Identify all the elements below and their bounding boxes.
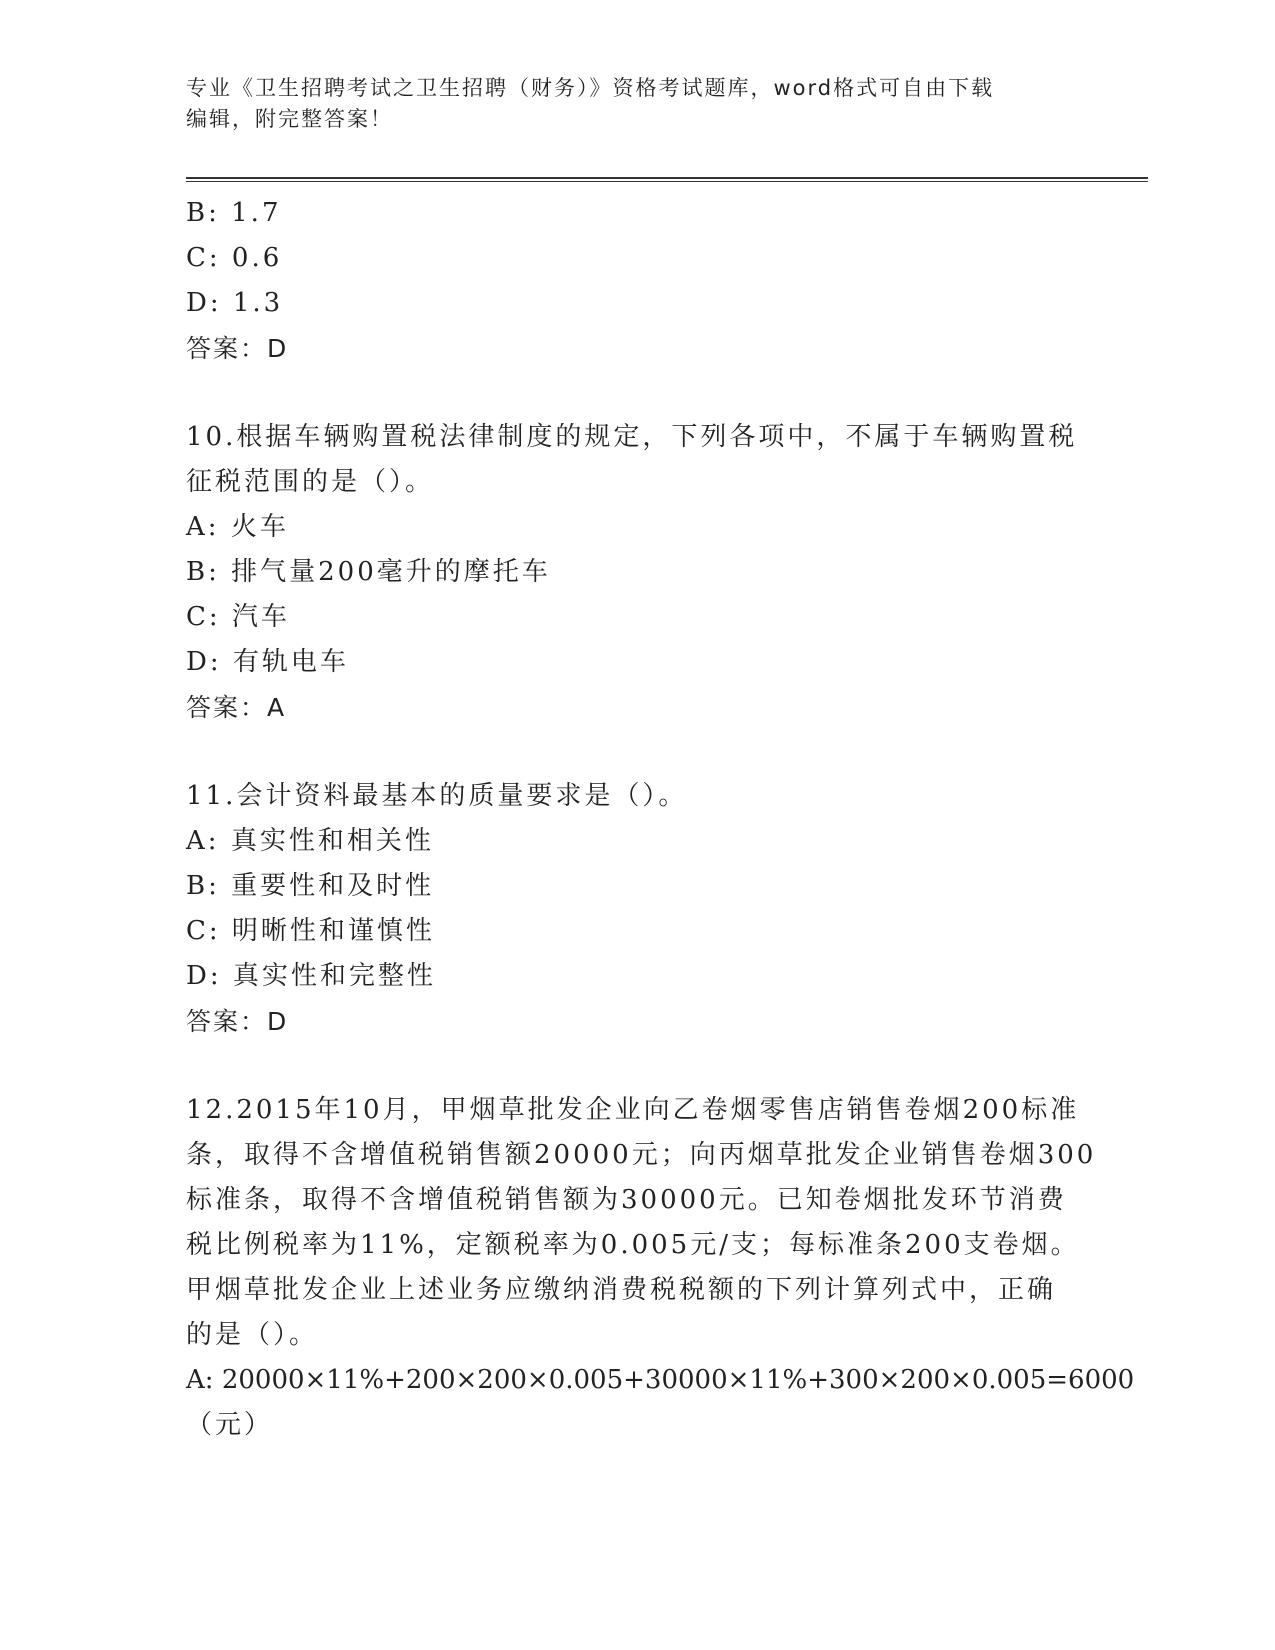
question-12 [186,1088,1135,1448]
option-b: B: 重要性和及时性 [186,871,435,901]
answer: 答案：A [186,693,287,722]
option-d: D: 真实性和完整性 [186,961,436,991]
option-a: A: 20000×11%+200×200×0.005+30000×11%+300×200×0.005=6000 [186,1365,1135,1395]
header-rule-thick [186,177,1148,179]
question-stem: 11.会计资料最基本的质量要求是（）。 [186,781,688,811]
question-stem: 的是（）。 [186,1320,319,1350]
header-rule-thin [186,181,1148,182]
option-a-continuation: （元） [186,1410,274,1440]
option-c: C: 0.6 [186,243,283,273]
document-body [186,191,1135,1448]
option-c: C: 明晰性和谨慎性 [186,916,435,946]
header-line-2: 编辑，附完整答案！ [186,107,393,131]
answer: 答案：D [186,1007,289,1036]
option-c: C: 汽车 [186,602,290,632]
option-b: B: 排气量200毫升的摩托车 [186,557,551,587]
question-stem: 征税范围的是（）。 [186,467,435,497]
option-b: B: 1.7 [186,198,282,228]
document-header [186,73,1106,135]
option-d: D: 1.3 [186,288,284,318]
question-stem: 税比例税率为11%，定额税率为0.005元/支；每标准条200支卷烟。 [186,1230,1080,1260]
header-line-1: 专业《卫生招聘考试之卫生招聘（财务）》资格考试题库，word格式可自由下载 [186,76,995,100]
option-a: A: 火车 [186,512,289,542]
question-11 [186,774,1086,1044]
option-d: D: 有轨电车 [186,647,349,677]
question-stem: 甲烟草批发企业上述业务应缴纳消费税税额的下列计算列式中，正确 [186,1275,1057,1305]
option-a: A: 真实性和相关性 [186,826,434,856]
question-stem: 条，取得不含增值税销售额20000元；向丙烟草批发企业销售卷烟300 [186,1140,1097,1170]
question-stem: 12.2015年10月，甲烟草批发企业向乙卷烟零售店销售卷烟200标准 [186,1095,1080,1125]
question-9-tail [186,191,1086,371]
question-stem: 标准条，取得不含增值税销售额为30000元。已知卷烟批发环节消费 [186,1185,1067,1215]
question-10 [186,415,1086,730]
answer: 答案：D [186,334,289,363]
question-stem: 10.根据车辆购置税法律制度的规定，下列各项中，不属于车辆购置税 [186,422,1078,452]
